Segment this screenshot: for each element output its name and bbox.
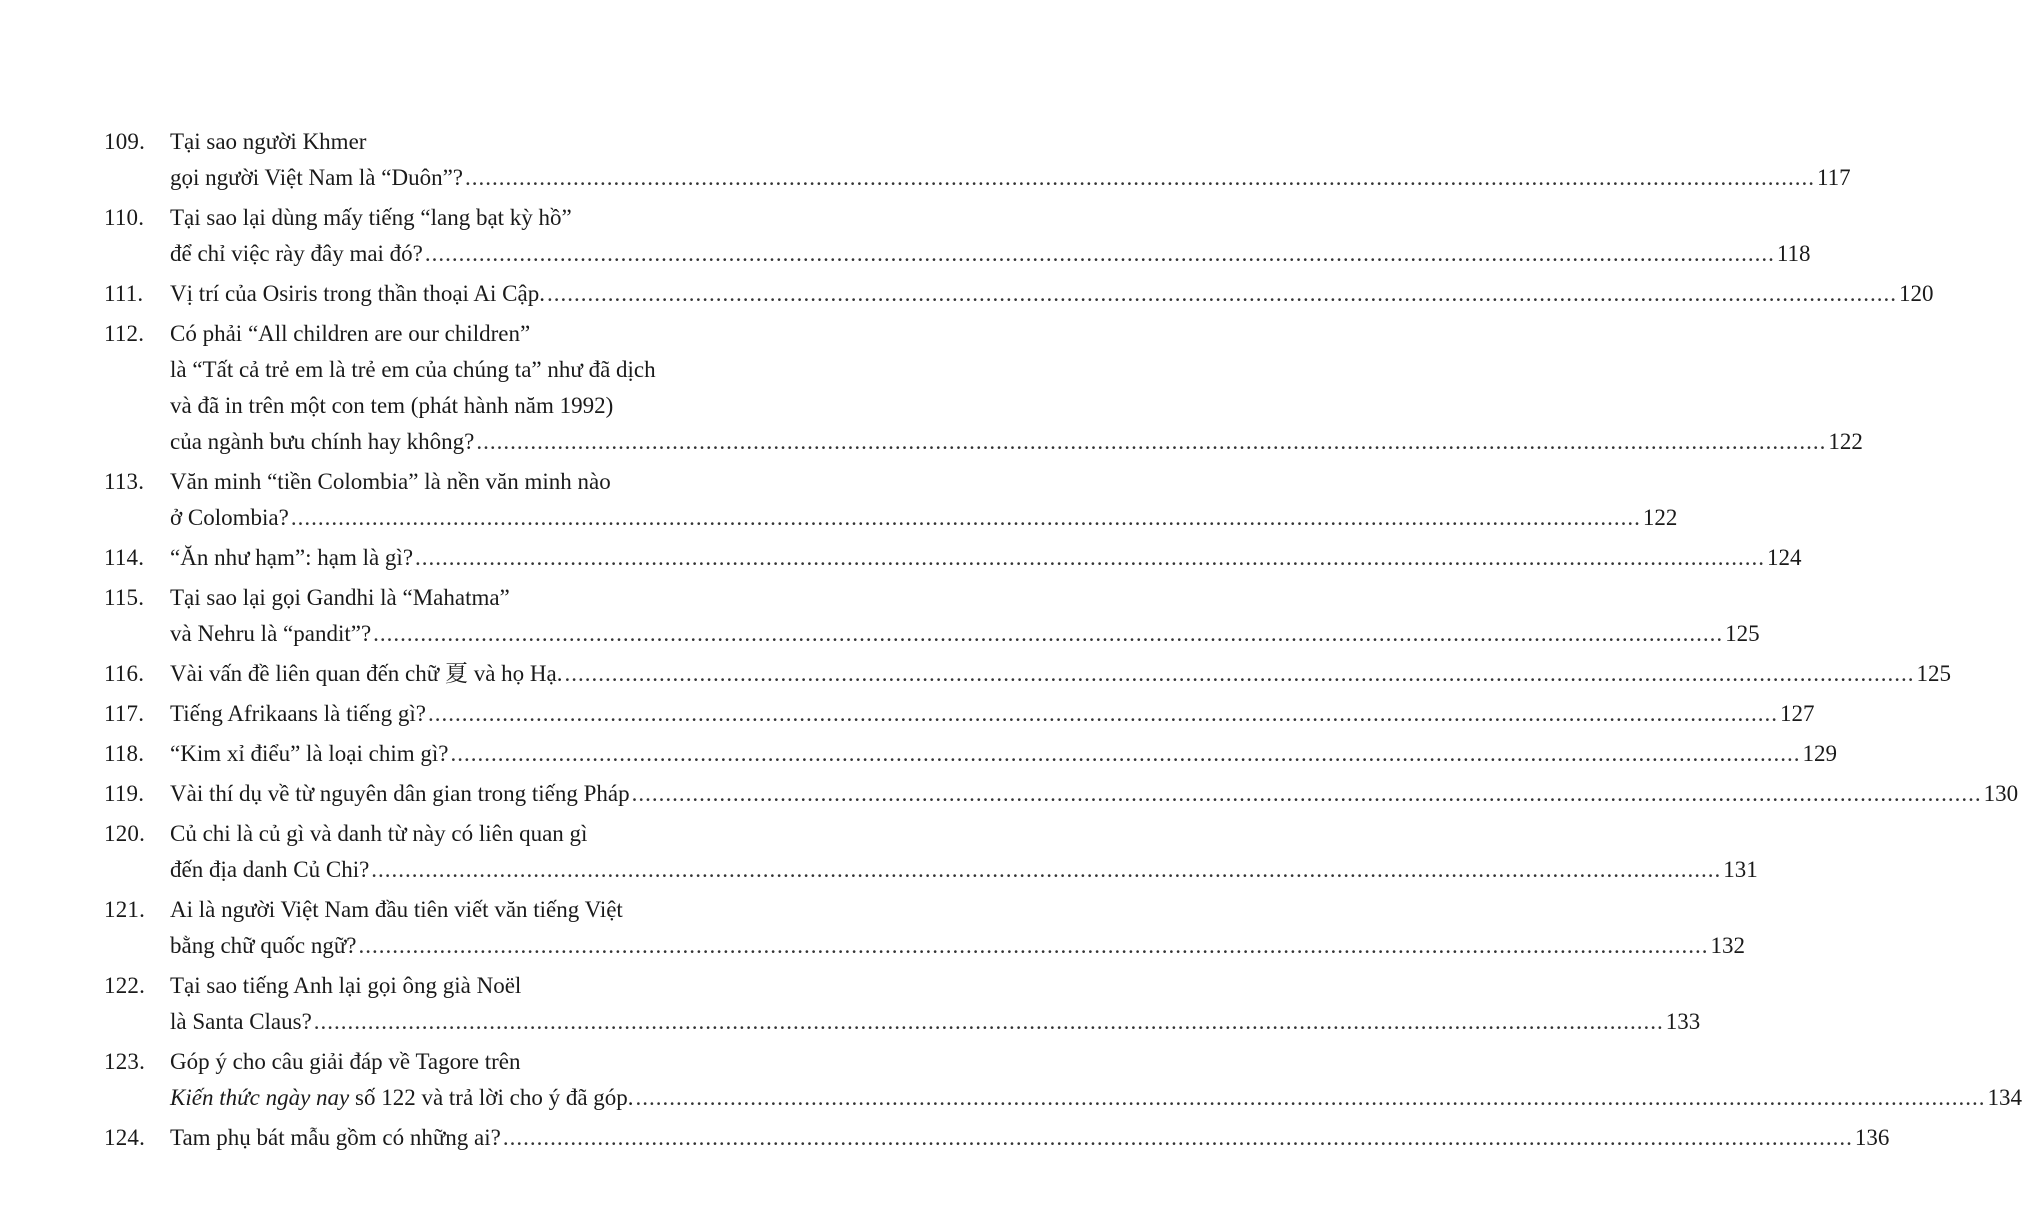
toc-entry bbox=[0, 316, 1863, 460]
entry-last-line bbox=[170, 736, 1837, 772]
toc-entry bbox=[0, 1044, 2022, 1116]
entry-title-line: Tại sao lại dùng mấy tiếng “lang bạt kỳ hồ” bbox=[170, 205, 572, 230]
entry-number: 117. bbox=[104, 701, 145, 726]
toc-entry bbox=[0, 656, 1951, 692]
entry-number: 118. bbox=[104, 741, 145, 766]
page-number: 125 bbox=[1725, 621, 1760, 646]
entry-title bbox=[170, 656, 1951, 692]
entry-last-line bbox=[170, 776, 2019, 812]
entry-title-text: Vài vấn đề liên quan đến chữ 夏 và họ Hạ. bbox=[170, 661, 563, 686]
entry-title-line: Tại sao tiếng Anh lại gọi ông già Noël bbox=[170, 973, 522, 998]
entry-title-text: Tam phụ bát mẫu gồm có những ai? bbox=[170, 1125, 501, 1150]
page-number: 122 bbox=[1642, 505, 1678, 530]
entry-last-line bbox=[170, 160, 1851, 196]
entry-title-final-text bbox=[170, 500, 289, 536]
entry-last-line bbox=[170, 656, 1951, 692]
entry-number: 121. bbox=[104, 897, 146, 922]
toc-entry bbox=[0, 892, 1746, 964]
toc-entry bbox=[0, 968, 1701, 1040]
entry-number: 115. bbox=[104, 585, 145, 610]
entry-title bbox=[170, 276, 1934, 312]
toc-entry bbox=[0, 580, 1760, 652]
toc-entry bbox=[0, 276, 1934, 312]
entry-title-final-text bbox=[170, 236, 423, 272]
dot-leader: ........................................................................................................................................................................................................ bbox=[358, 933, 1709, 958]
entry-title-text: để chỉ việc rày đây mai đó? bbox=[170, 241, 423, 266]
toc-entry bbox=[0, 540, 1802, 576]
entry-number: 111. bbox=[104, 281, 144, 306]
page-number: 133 bbox=[1665, 1009, 1701, 1034]
dot-leader: ........................................................................................................................................................................................................ bbox=[502, 1125, 1853, 1150]
entry-title bbox=[170, 1120, 1890, 1156]
page-number: 129 bbox=[1802, 741, 1837, 766]
entry-last-line bbox=[170, 424, 1863, 460]
entry-number: 122. bbox=[104, 973, 146, 998]
entry-title-line: Củ chi là củ gì và danh từ này có liên quan gì bbox=[170, 821, 588, 846]
entry-number: 123. bbox=[104, 1049, 146, 1074]
entry-number: 120. bbox=[104, 821, 146, 846]
page-number: 120 bbox=[1898, 281, 1934, 306]
entry-last-line bbox=[170, 1004, 1701, 1040]
entry-title bbox=[170, 736, 1837, 772]
entry-title-final-text bbox=[170, 160, 463, 196]
entry-title-line: Văn minh “tiền Colombia” là nền văn minh nào bbox=[170, 469, 611, 494]
entry-title-text: Tiếng Afrikaans là tiếng gì? bbox=[170, 701, 426, 726]
entry-last-line bbox=[170, 696, 1815, 732]
entry-number: 112. bbox=[104, 321, 145, 346]
entry-title-final-text bbox=[170, 1120, 501, 1156]
page-number: 130 bbox=[1983, 781, 2019, 806]
entry-title-text: đến địa danh Củ Chi? bbox=[170, 857, 370, 882]
entry-title-text: bằng chữ quốc ngữ? bbox=[170, 933, 357, 958]
entry-title bbox=[170, 200, 1811, 272]
entry-number: 116. bbox=[104, 661, 145, 686]
entry-title-final-text bbox=[170, 852, 369, 888]
page-number: 132 bbox=[1710, 933, 1746, 958]
entry-title-text: ở Colombia? bbox=[170, 505, 289, 530]
dot-leader: ........................................................................................................................................................................................................ bbox=[450, 741, 1801, 766]
entry-title-text: và Nehru là “pandit”? bbox=[170, 621, 372, 646]
entry-title-final-text bbox=[170, 928, 357, 964]
toc-entry bbox=[0, 200, 1811, 272]
toc-entry bbox=[0, 464, 1678, 536]
entry-last-line bbox=[170, 500, 1678, 536]
page-number: 124 bbox=[1767, 545, 1802, 570]
dot-leader: ........................................................................................................................................................................................................ bbox=[373, 621, 1724, 646]
entry-title bbox=[170, 124, 1851, 196]
entry-number: 114. bbox=[104, 545, 145, 570]
entry-title-line: Tại sao người Khmer bbox=[170, 129, 367, 154]
dot-leader: ........................................................................................................................................................................................................ bbox=[313, 1009, 1664, 1034]
entry-number: 124. bbox=[104, 1125, 146, 1150]
dot-leader: ........................................................................................................................................................................................................ bbox=[290, 505, 1641, 530]
toc-entry bbox=[0, 696, 1815, 732]
entry-title-final-text bbox=[170, 696, 426, 732]
entry-last-line bbox=[170, 616, 1760, 652]
entry-title-final-text bbox=[170, 424, 474, 460]
entry-last-line bbox=[170, 276, 1934, 312]
entry-title-line: và đã in trên một con tem (phát hành năm 1992) bbox=[170, 393, 614, 418]
toc-entry bbox=[0, 816, 1758, 888]
toc-entry bbox=[0, 776, 2019, 812]
entry-title-text: “Ăn như hạm”: hạm là gì? bbox=[170, 545, 414, 570]
table-of-contents bbox=[0, 124, 2022, 1160]
entry-title-final-text bbox=[170, 616, 371, 652]
dot-leader: ........................................................................................................................................................................................................ bbox=[424, 241, 1775, 266]
dot-leader: ........................................................................................................................................................................................................ bbox=[564, 661, 1915, 686]
page-number: 134 bbox=[1987, 1085, 2022, 1110]
entry-title bbox=[170, 316, 1863, 460]
page-number: 122 bbox=[1828, 429, 1863, 454]
dot-leader: ........................................................................................................................................................................................................ bbox=[427, 701, 1778, 726]
dot-leader: ........................................................................................................................................................................................................ bbox=[635, 1085, 1986, 1110]
page-number: 118 bbox=[1776, 241, 1811, 266]
entry-last-line bbox=[170, 1080, 2022, 1116]
entry-title-text: số 122 và trả lời cho ý đã góp. bbox=[349, 1085, 634, 1110]
entry-title-final-text bbox=[170, 540, 413, 576]
entry-title bbox=[170, 816, 1758, 888]
toc-entry bbox=[0, 1120, 1890, 1156]
entry-number: 110. bbox=[104, 205, 145, 230]
entry-number: 119. bbox=[104, 781, 145, 806]
dot-leader: ........................................................................................................................................................................................................ bbox=[476, 429, 1827, 454]
entry-title-final-text bbox=[170, 276, 545, 312]
entry-title bbox=[170, 892, 1746, 964]
italic-publication-name: Kiến thức ngày nay bbox=[170, 1085, 350, 1110]
entry-title bbox=[170, 1044, 2022, 1116]
entry-title-text: “Kim xỉ điểu” là loại chim gì? bbox=[170, 741, 449, 766]
entry-number: 113. bbox=[104, 469, 145, 494]
entry-number: 109. bbox=[104, 129, 146, 154]
page-number: 127 bbox=[1779, 701, 1815, 726]
entry-title-text: Vị trí của Osiris trong thần thoại Ai Cập. bbox=[170, 281, 545, 306]
dot-leader: ........................................................................................................................................................................................................ bbox=[546, 281, 1897, 306]
entry-title bbox=[170, 580, 1760, 652]
page-number: 117 bbox=[1817, 165, 1851, 190]
entry-last-line bbox=[170, 540, 1802, 576]
entry-title-line: Góp ý cho câu giải đáp về Tagore trên bbox=[170, 1049, 521, 1074]
toc-entry bbox=[0, 736, 1837, 772]
entry-title-text: Vài thí dụ về từ nguyên dân gian trong tiếng Pháp bbox=[170, 781, 630, 806]
entry-last-line bbox=[170, 928, 1746, 964]
page-number: 131 bbox=[1723, 857, 1758, 882]
entry-title-line: Có phải “All children are our children” bbox=[170, 321, 531, 346]
entry-title-final-text bbox=[170, 656, 562, 692]
entry-title-final-text bbox=[170, 776, 630, 812]
dot-leader: ........................................................................................................................................................................................................ bbox=[415, 545, 1766, 570]
entry-last-line bbox=[170, 1120, 1890, 1156]
entry-title-line: Tại sao lại gọi Gandhi là “Mahatma” bbox=[170, 585, 510, 610]
entry-title-text: của ngành bưu chính hay không? bbox=[170, 429, 475, 454]
entry-title-text: gọi người Việt Nam là “Duôn”? bbox=[170, 165, 464, 190]
entry-title-final-text bbox=[170, 1080, 634, 1116]
page-number: 136 bbox=[1854, 1125, 1890, 1150]
dot-leader: ........................................................................................................................................................................................................ bbox=[371, 857, 1722, 882]
entry-title bbox=[170, 968, 1701, 1040]
entry-title-text: là Santa Claus? bbox=[170, 1009, 312, 1034]
page-number: 125 bbox=[1916, 661, 1951, 686]
entry-last-line bbox=[170, 852, 1758, 888]
toc-entry bbox=[0, 124, 1851, 196]
dot-leader: ........................................................................................................................................................................................................ bbox=[631, 781, 1982, 806]
entry-title bbox=[170, 696, 1815, 732]
dot-leader: ........................................................................................................................................................................................................ bbox=[465, 165, 1816, 190]
entry-title bbox=[170, 540, 1802, 576]
entry-title-line: là “Tất cả trẻ em là trẻ em của chúng ta” như đã dịch bbox=[170, 357, 656, 382]
entry-last-line bbox=[170, 236, 1811, 272]
entry-title-final-text bbox=[170, 1004, 312, 1040]
entry-title-line: Ai là người Việt Nam đầu tiên viết văn tiếng Việt bbox=[170, 897, 623, 922]
entry-title bbox=[170, 776, 2019, 812]
entry-title-final-text bbox=[170, 736, 448, 772]
entry-title bbox=[170, 464, 1678, 536]
